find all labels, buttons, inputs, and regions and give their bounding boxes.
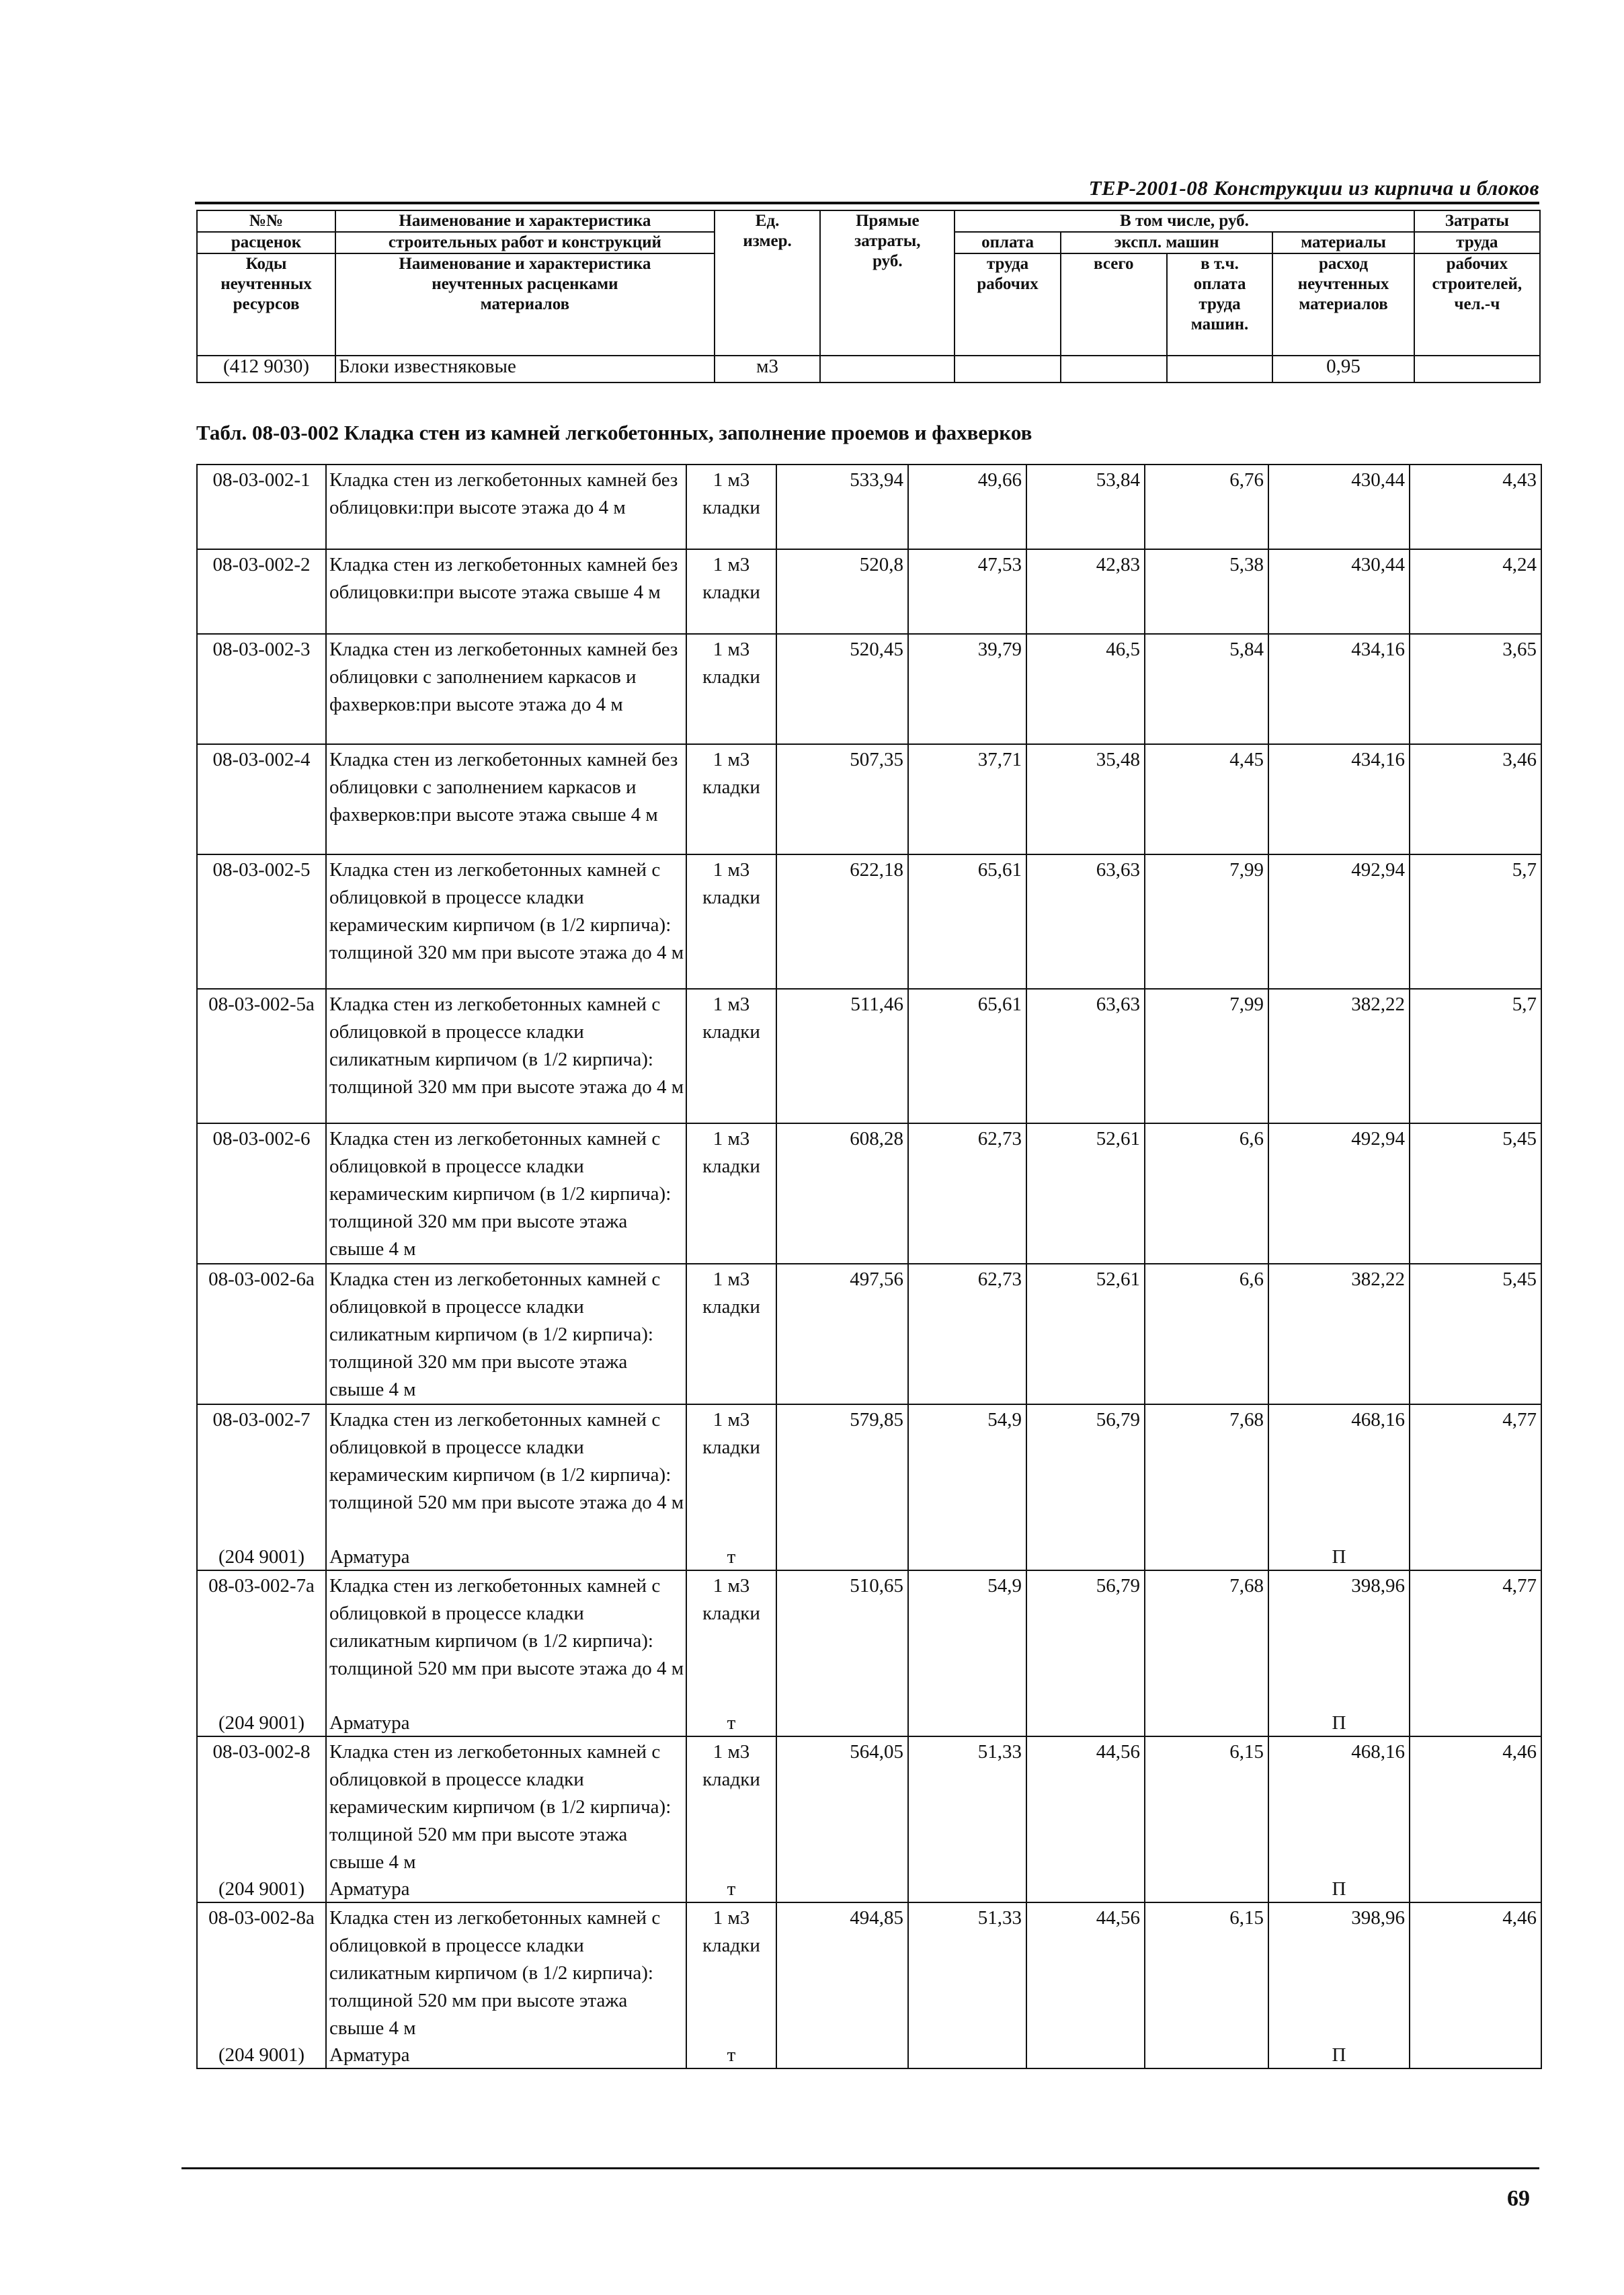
row-labor: 4,77 bbox=[1410, 1404, 1541, 1544]
column-header-table bbox=[196, 210, 1541, 383]
table-row bbox=[197, 1264, 1541, 1404]
row-machine-wages: 7,68 bbox=[1145, 1570, 1268, 1710]
header-labor-cell-2: труда bbox=[1414, 232, 1540, 253]
row-code: 08-03-002-7 bbox=[197, 1404, 326, 1544]
row-code: 08-03-002-5а bbox=[197, 989, 326, 1123]
row-machines: 44,56 bbox=[1026, 1736, 1145, 1876]
row-materials: 430,44 bbox=[1268, 465, 1410, 549]
page-number: 69 bbox=[1507, 2186, 1530, 2211]
row-labor: 4,24 bbox=[1410, 549, 1541, 634]
subrow-resource-unit: т bbox=[686, 1710, 776, 1736]
row-labor: 5,45 bbox=[1410, 1264, 1541, 1404]
row-direct-cost: 579,85 bbox=[776, 1404, 908, 1544]
row-code: 08-03-002-6 bbox=[197, 1123, 326, 1264]
row-unit: 1 м3 кладки bbox=[686, 1404, 776, 1544]
row-direct-cost: 608,28 bbox=[776, 1123, 908, 1264]
row-unit: 1 м3 кладки bbox=[686, 1736, 776, 1876]
row-code: 08-03-002-1 bbox=[197, 465, 326, 549]
row-name: Кладка стен из легкобетонных камней с облицовкой в процессе кладки силикатным кирпичом (в 1/2 кирпича): толщиной 320 мм при высоте этажа до 4 м bbox=[326, 989, 686, 1123]
row-materials: 430,44 bbox=[1268, 549, 1410, 634]
header-labor-cell: Затраты bbox=[1414, 210, 1540, 232]
row-unit: 1 м3 кладки bbox=[686, 854, 776, 989]
row-materials: 382,22 bbox=[1268, 1264, 1410, 1404]
row-wages: 37,71 bbox=[908, 744, 1026, 854]
row-machine-wages: 7,99 bbox=[1145, 989, 1268, 1123]
subrow-resource-unit: т bbox=[686, 2042, 776, 2068]
header-materials-detail-cell: расход неучтенных материалов bbox=[1272, 253, 1414, 356]
row-direct-cost: 564,05 bbox=[776, 1736, 908, 1876]
subrow-resource-code: (204 9001) bbox=[197, 1710, 326, 1736]
row-code: 08-03-002-3 bbox=[197, 634, 326, 744]
table-row bbox=[197, 854, 1541, 989]
row-labor: 3,65 bbox=[1410, 634, 1541, 744]
header-rule bbox=[195, 202, 1539, 204]
table-subrow bbox=[197, 2042, 1541, 2068]
row-wages: 65,61 bbox=[908, 989, 1026, 1123]
row-unit: 1 м3 кладки bbox=[686, 1123, 776, 1264]
row-machines: 42,83 bbox=[1026, 549, 1145, 634]
row-machines: 56,79 bbox=[1026, 1570, 1145, 1710]
row-code: 08-03-002-6а bbox=[197, 1264, 326, 1404]
row-machine-wages: 5,38 bbox=[1145, 549, 1268, 634]
row-direct-cost: 520,45 bbox=[776, 634, 908, 744]
table-row bbox=[197, 634, 1541, 744]
row-machines: 52,61 bbox=[1026, 1123, 1145, 1264]
row-unit: 1 м3 кладки bbox=[686, 465, 776, 549]
table-row bbox=[197, 1123, 1541, 1264]
subrow-resource-quantity: П bbox=[1268, 1876, 1410, 1902]
row-machines: 46,5 bbox=[1026, 634, 1145, 744]
running-header: ТЕР-2001-08 Конструкции из кирпича и блоков bbox=[1088, 176, 1539, 200]
row-machine-wages: 6,6 bbox=[1145, 1264, 1268, 1404]
row-machine-wages: 6,76 bbox=[1145, 465, 1268, 549]
footer-rule bbox=[181, 2167, 1539, 2169]
row-unit: 1 м3 кладки bbox=[686, 1264, 776, 1404]
header-wages-detail-cell: труда рабочих bbox=[955, 253, 1061, 356]
row-labor: 5,7 bbox=[1410, 854, 1541, 989]
subrow-resource-quantity: П bbox=[1268, 2042, 1410, 2068]
row-name: Кладка стен из легкобетонных камней с облицовкой в процессе кладки керамическим кирпичом (в 1/2 кирпича): толщиной 320 мм при высоте этажа свыше 4 м bbox=[326, 1123, 686, 1264]
table-row bbox=[197, 1404, 1541, 1544]
row-machines: 63,63 bbox=[1026, 989, 1145, 1123]
subrow-resource-name: Арматура bbox=[326, 2042, 686, 2068]
row-machine-wages: 5,84 bbox=[1145, 634, 1268, 744]
header-resource-codes-cell: Коды неучтенных ресурсов bbox=[197, 253, 335, 356]
row-name: Кладка стен из легкобетонных камней с облицовкой в процессе кладки силикатным кирпичом (в 1/2 кирпича): толщиной 320 мм при высоте этажа свыше 4 м bbox=[326, 1264, 686, 1404]
table-row bbox=[197, 989, 1541, 1123]
row-labor: 4,77 bbox=[1410, 1570, 1541, 1710]
table-subrow bbox=[197, 1876, 1541, 1902]
row-name: Кладка стен из легкобетонных камней с облицовкой в процессе кладки силикатным кирпичом (в 1/2 кирпича): толщиной 520 мм при высоте этажа свыше 4 м bbox=[326, 1902, 686, 2042]
row-code: 08-03-002-8 bbox=[197, 1736, 326, 1876]
table-row bbox=[197, 744, 1541, 854]
row-labor: 3,46 bbox=[1410, 744, 1541, 854]
subrow-resource-code: (204 9001) bbox=[197, 1544, 326, 1570]
row-materials: 468,16 bbox=[1268, 1404, 1410, 1544]
subrow-resource-code: (204 9001) bbox=[197, 1876, 326, 1902]
row-labor: 5,45 bbox=[1410, 1123, 1541, 1264]
row-wages: 54,9 bbox=[908, 1404, 1026, 1544]
row-machines: 53,84 bbox=[1026, 465, 1145, 549]
row-machines: 35,48 bbox=[1026, 744, 1145, 854]
table-row bbox=[197, 549, 1541, 634]
row-name: Кладка стен из легкобетонных камней без облицовки:при высоте этажа свыше 4 м bbox=[326, 549, 686, 634]
row-unit: 1 м3 кладки bbox=[686, 634, 776, 744]
row-unit: 1 м3 кладки bbox=[686, 744, 776, 854]
row-labor: 5,7 bbox=[1410, 989, 1541, 1123]
row-wages: 49,66 bbox=[908, 465, 1026, 549]
row-name: Кладка стен из легкобетонных камней с облицовкой в процессе кладки керамическим кирпичом (в 1/2 кирпича): толщиной 320 мм при высоте этажа до 4 м bbox=[326, 854, 686, 989]
row-name: Кладка стен из легкобетонных камней без облицовки:при высоте этажа до 4 м bbox=[326, 465, 686, 549]
row-code: 08-03-002-8а bbox=[197, 1902, 326, 2042]
rates-table bbox=[196, 464, 1542, 2069]
row-labor: 4,46 bbox=[1410, 1902, 1541, 2042]
subrow-resource-code: (204 9001) bbox=[197, 2042, 326, 2068]
header-machines-cell: экспл. машин bbox=[1061, 232, 1272, 253]
header-group-cell: В том числе, руб. bbox=[955, 210, 1414, 232]
row-unit: 1 м3 кладки bbox=[686, 1570, 776, 1710]
row-labor: 4,43 bbox=[1410, 465, 1541, 549]
row-direct-cost: 511,46 bbox=[776, 989, 908, 1123]
row-machine-wages: 6,6 bbox=[1145, 1123, 1268, 1264]
row-wages: 39,79 bbox=[908, 634, 1026, 744]
header-name-cell-2: строительных работ и конструкций bbox=[335, 232, 715, 253]
table-row bbox=[197, 1902, 1541, 2042]
row-code: 08-03-002-5 bbox=[197, 854, 326, 989]
row-wages: 54,9 bbox=[908, 1570, 1026, 1710]
subrow-resource-quantity: П bbox=[1268, 1710, 1410, 1736]
resource-code: (412 9030) bbox=[197, 356, 335, 382]
resource-name: Блоки известняковые bbox=[335, 356, 715, 382]
header-labor-detail-cell: рабочих строителей, чел.-ч bbox=[1414, 253, 1540, 356]
header-name-cell: Наименование и характеристика bbox=[335, 210, 715, 232]
row-materials: 398,96 bbox=[1268, 1902, 1410, 2042]
row-wages: 51,33 bbox=[908, 1736, 1026, 1876]
table-row bbox=[197, 1570, 1541, 1710]
row-machines: 56,79 bbox=[1026, 1404, 1145, 1544]
header-direct-cost-cell: Прямые затраты, руб. bbox=[820, 210, 955, 356]
row-direct-cost: 507,35 bbox=[776, 744, 908, 854]
row-wages: 51,33 bbox=[908, 1902, 1026, 2042]
row-materials: 468,16 bbox=[1268, 1736, 1410, 1876]
row-code: 08-03-002-4 bbox=[197, 744, 326, 854]
row-direct-cost: 622,18 bbox=[776, 854, 908, 989]
header-unit-cell: Ед. измер. bbox=[715, 210, 821, 356]
header-machines-total-cell: всего bbox=[1061, 253, 1167, 356]
row-direct-cost: 520,8 bbox=[776, 549, 908, 634]
row-machine-wages: 6,15 bbox=[1145, 1902, 1268, 2042]
row-materials: 398,96 bbox=[1268, 1570, 1410, 1710]
row-wages: 62,73 bbox=[908, 1264, 1026, 1404]
row-direct-cost: 533,94 bbox=[776, 465, 908, 549]
row-materials: 382,22 bbox=[1268, 989, 1410, 1123]
row-name: Кладка стен из легкобетонных камней с облицовкой в процессе кладки керамическим кирпичом (в 1/2 кирпича): толщиной 520 мм при высоте этажа до 4 м bbox=[326, 1404, 686, 1544]
row-unit: 1 м3 кладки bbox=[686, 549, 776, 634]
row-machines: 63,63 bbox=[1026, 854, 1145, 989]
subrow-resource-name: Арматура bbox=[326, 1544, 686, 1570]
header-materials-cell: материалы bbox=[1272, 232, 1414, 253]
subrow-resource-name: Арматура bbox=[326, 1710, 686, 1736]
row-unit: 1 м3 кладки bbox=[686, 1902, 776, 2042]
row-materials: 434,16 bbox=[1268, 744, 1410, 854]
row-wages: 47,53 bbox=[908, 549, 1026, 634]
row-materials: 434,16 bbox=[1268, 634, 1410, 744]
subrow-resource-unit: т bbox=[686, 1544, 776, 1570]
row-code: 08-03-002-7а bbox=[197, 1570, 326, 1710]
row-direct-cost: 497,56 bbox=[776, 1264, 908, 1404]
row-labor: 4,46 bbox=[1410, 1736, 1541, 1876]
row-machine-wages: 4,45 bbox=[1145, 744, 1268, 854]
resource-quantity: 0,95 bbox=[1272, 356, 1414, 382]
row-machines: 52,61 bbox=[1026, 1264, 1145, 1404]
row-name: Кладка стен из легкобетонных камней с облицовкой в процессе кладки силикатным кирпичом (в 1/2 кирпича): толщиной 520 мм при высоте этажа до 4 м bbox=[326, 1570, 686, 1710]
subrow-resource-name: Арматура bbox=[326, 1876, 686, 1902]
row-wages: 65,61 bbox=[908, 854, 1026, 989]
header-resource-name-cell: Наименование и характеристика неучтенных расценками материалов bbox=[335, 253, 715, 356]
header-code-cell: №№ bbox=[197, 210, 335, 232]
row-direct-cost: 510,65 bbox=[776, 1570, 908, 1710]
table-subrow bbox=[197, 1710, 1541, 1736]
row-machine-wages: 7,99 bbox=[1145, 854, 1268, 989]
header-code-cell-2: расценок bbox=[197, 232, 335, 253]
row-unit: 1 м3 кладки bbox=[686, 989, 776, 1123]
row-name: Кладка стен из легкобетонных камней без облицовки с заполнением каркасов и фахверков:при высоте этажа свыше 4 м bbox=[326, 744, 686, 854]
header-machine-wages-cell: в т.ч. оплата труда машин. bbox=[1167, 253, 1273, 356]
row-machine-wages: 6,15 bbox=[1145, 1736, 1268, 1876]
header-wages-cell: оплата bbox=[955, 232, 1061, 253]
row-machine-wages: 7,68 bbox=[1145, 1404, 1268, 1544]
resource-unit: м3 bbox=[715, 356, 821, 382]
row-wages: 62,73 bbox=[908, 1123, 1026, 1264]
row-machines: 44,56 bbox=[1026, 1902, 1145, 2042]
row-direct-cost: 494,85 bbox=[776, 1902, 908, 2042]
subrow-resource-quantity: П bbox=[1268, 1544, 1410, 1570]
table-row bbox=[197, 465, 1541, 549]
table-row bbox=[197, 1736, 1541, 1876]
row-materials: 492,94 bbox=[1268, 1123, 1410, 1264]
table-caption: Табл. 08-03-002 Кладка стен из камней легкобетонных, заполнение проемов и фахверков bbox=[196, 421, 1032, 444]
row-code: 08-03-002-2 bbox=[197, 549, 326, 634]
subrow-resource-unit: т bbox=[686, 1876, 776, 1902]
table-subrow bbox=[197, 1544, 1541, 1570]
row-name: Кладка стен из легкобетонных камней с облицовкой в процессе кладки керамическим кирпичом (в 1/2 кирпича): толщиной 520 мм при высоте этажа свыше 4 м bbox=[326, 1736, 686, 1876]
row-name: Кладка стен из легкобетонных камней без облицовки с заполнением каркасов и фахверков:при высоте этажа до 4 м bbox=[326, 634, 686, 744]
row-materials: 492,94 bbox=[1268, 854, 1410, 989]
